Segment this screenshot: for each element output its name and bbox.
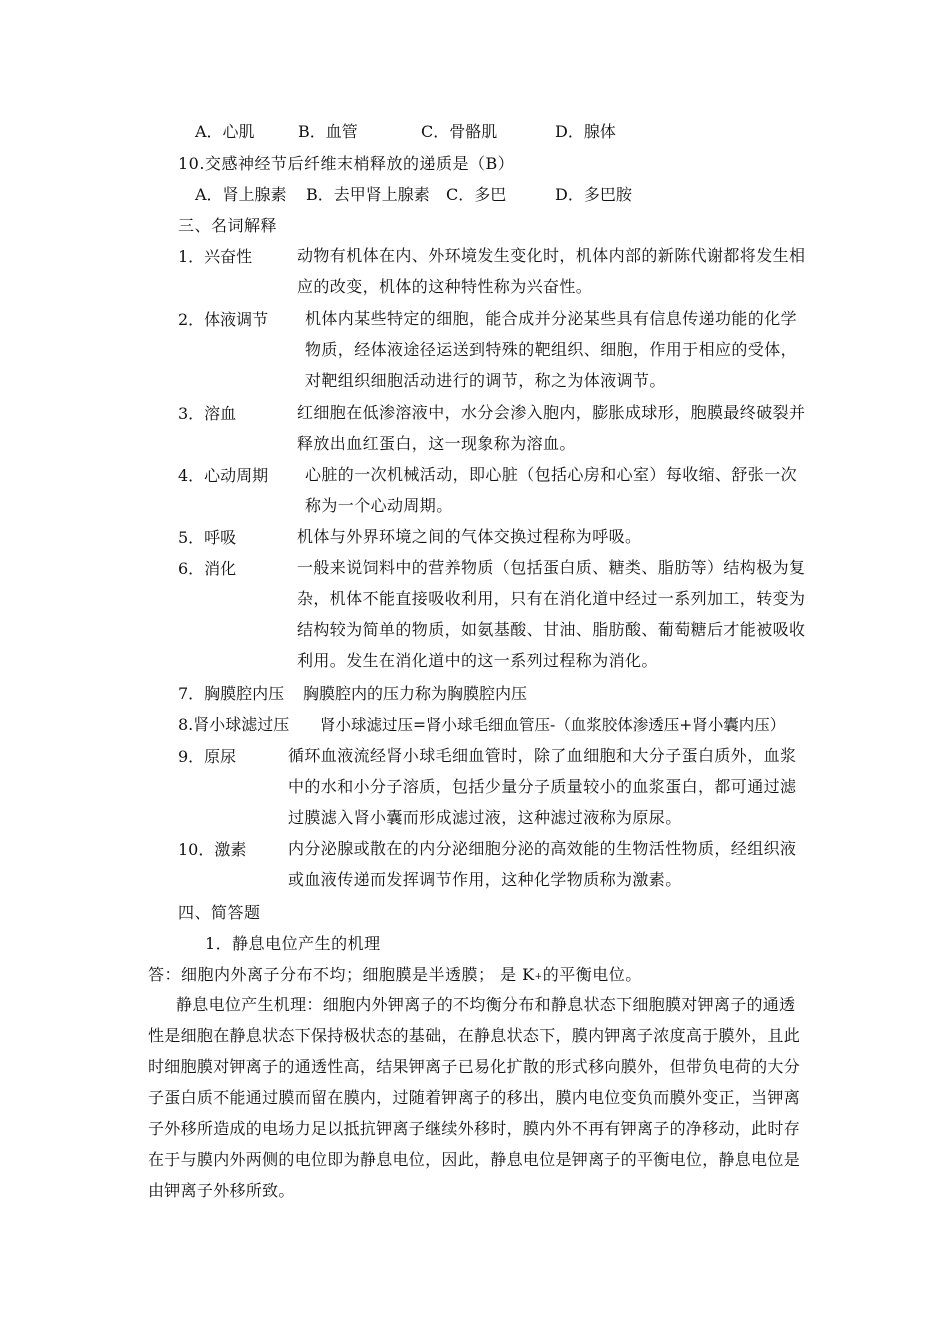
term-9: 9．原尿 — [178, 747, 237, 766]
def-7: 胸膜腔内的压力称为胸膜腔内压 — [303, 684, 528, 703]
term-3: 3．溶血 — [178, 404, 237, 423]
answer-suffix: 的平衡电位。 — [542, 965, 642, 984]
def-3: 红细胞在低渗溶液中，水分会渗入胞内，膨胀成球形，胞膜最终破裂并释放出血红蛋白，这一现象称为溶血。 — [297, 403, 806, 453]
term-4: 4．心动周期 — [178, 466, 269, 485]
def-6: 一般来说饲料中的营养物质（包括蛋白质、糖类、脂肪等）结构极为复杂，机体不能直接吸收利用，只有在消化道中经过一系列加工，转变为结构较为简单的物质，如氨基酸、甘油、脂肪酸、葡萄糖后才能被吸收利用。发生在消化道中的这一系列过程称为消化。 — [297, 558, 806, 670]
answer-superscript: + — [534, 972, 543, 982]
q10-option-a: A．肾上腺素 — [195, 185, 287, 204]
def-10: 内分泌腺或散在的内分泌细胞分泌的高效能的生物活性物质，经组织液或血液传递而发挥调节作用，这种化学物质称为激素。 — [288, 839, 797, 889]
section3-title: 三、名词解释 — [178, 216, 278, 235]
term-10: 10．激素 — [178, 840, 247, 859]
def-9: 循环血液流经肾小球毛细血管时，除了血细胞和大分子蛋白质外，血浆中的水和小分子溶质，包括少量分子质量较小的血浆蛋白，都可通过滤过膜滤入肾小囊而形成滤过液，这种滤过液称为原尿。 — [288, 746, 797, 827]
q1-title: 1．静息电位产生的机理 — [205, 934, 381, 953]
answer-line — [148, 964, 642, 988]
term-1: 1．兴奋性 — [178, 247, 253, 266]
q10-option-c: C．多巴 — [446, 185, 507, 204]
term-6: 6．消化 — [178, 559, 237, 578]
def-4: 心脏的一次机械活动，即心脏（包括心房和心室）每收缩、舒张一次称为一个心动周期。 — [305, 465, 798, 515]
term-8: 8.肾小球滤过压 — [178, 715, 290, 734]
q9-option-d: D．腺体 — [555, 122, 616, 141]
term-2: 2．体液调节 — [178, 310, 269, 329]
term-7: 7．胸膜腔内压 — [178, 684, 285, 703]
def-1: 动物有机体在内、外环境发生变化时，机体内部的新陈代谢都将发生相应的改变，机体的这种特性称为兴奋性。 — [297, 246, 806, 296]
answer-paragraph: 静息电位产生机理：细胞内外钾离子的不均衡分布和静息状态下细胞膜对钾离子的通透性是细胞在静息状态下保持极状态的基础，在静息状态下，膜内钾离子浓度高于膜外，且此时细胞膜对钾离子的通透性高，结果钾离子已易化扩散的形式移向膜外，但带负电荷的大分子蛋白质不能通过膜而留在膜内，过随着钾离子的移出，膜内电位变负而膜外变正，当钾离子外移所造成的电场力足以抵抗钾离子继续外移时，膜内外不再有钾离子的净移动，此时存在于与膜内外两侧的电位即为静息电位，因此，静息电位是钾离子的平衡电位，静息电位是由钾离子外移所致。 — [148, 995, 801, 1200]
q9-option-b: B．血管 — [298, 122, 358, 141]
section4-title: 四、简答题 — [178, 903, 261, 922]
q9-option-c: C．骨骼肌 — [421, 122, 498, 141]
def-2: 机体内某些特定的细胞，能合成并分泌某些具有信息传递功能的化学物质，经体液途径运送到特殊的靶组织、细胞，作用于相应的受体，对靶组织细胞活动进行的调节，称之为体液调节。 — [305, 309, 798, 390]
q10-question: 10.交感神经节后纤维末梢释放的递质是（B） — [178, 154, 515, 173]
answer-prefix: 答：细胞内外离子分布不均；细胞膜是半透膜； 是 K — [148, 965, 535, 984]
q10-option-b: B．去甲肾上腺素 — [306, 185, 430, 204]
q9-option-a: A．心肌 — [195, 122, 255, 141]
def-5: 机体与外界环境之间的气体交换过程称为呼吸。 — [297, 527, 642, 546]
def-8: 肾小球滤过压=肾小球毛细血管压-（血浆胶体渗透压+肾小囊内压） — [320, 716, 786, 734]
q10-option-d: D．多巴胺 — [555, 185, 632, 204]
term-5: 5．呼吸 — [178, 528, 237, 547]
